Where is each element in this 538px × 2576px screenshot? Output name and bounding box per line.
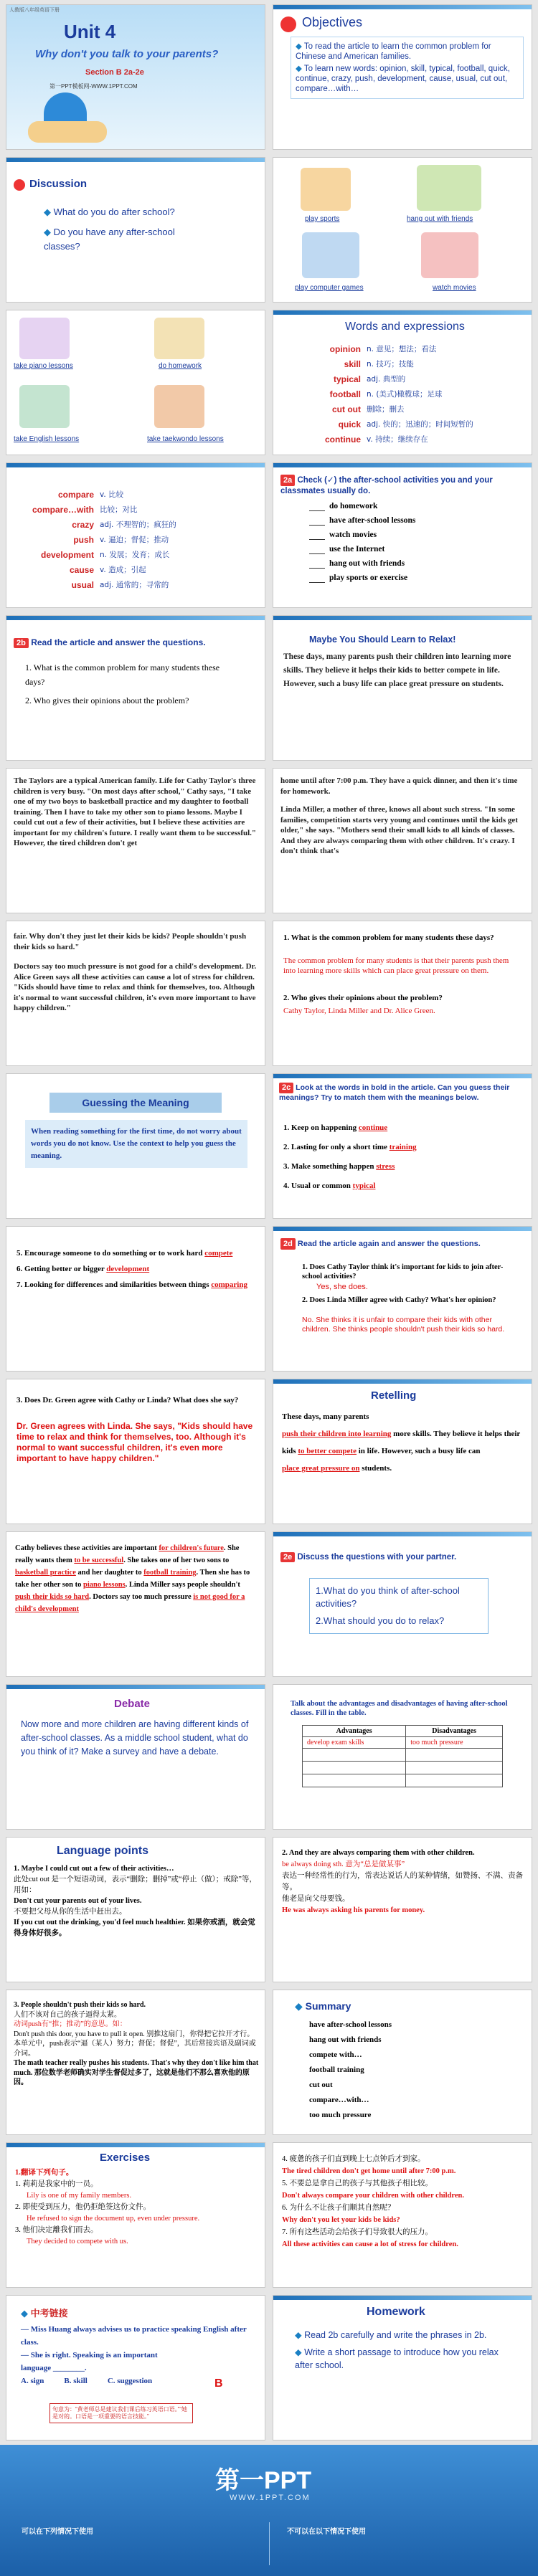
slide-article-3[interactable] bbox=[6, 921, 265, 1066]
word-term: quick bbox=[338, 419, 361, 429]
point-line: 3. People shouldn't push their kids so hard. bbox=[14, 2001, 146, 2009]
exercise-answer: They decided to compete with us. bbox=[27, 2238, 128, 2245]
slide-heading: Exercises bbox=[100, 2152, 151, 2164]
slide-article-1[interactable] bbox=[6, 768, 265, 913]
caption-play-sports: play sports bbox=[305, 215, 340, 223]
word-row bbox=[280, 432, 528, 447]
slide-2c-cont[interactable] bbox=[6, 1226, 265, 1372]
task-number: 2d bbox=[280, 1238, 296, 1250]
slide-article-2[interactable] bbox=[273, 768, 532, 913]
word-row bbox=[14, 548, 261, 563]
word-row bbox=[280, 372, 528, 387]
word-list bbox=[280, 342, 528, 447]
slide-2c[interactable] bbox=[273, 1073, 532, 1219]
slide-2d[interactable] bbox=[273, 1226, 532, 1372]
slide-lessons-words[interactable] bbox=[6, 310, 265, 455]
exercise-answer: Lily is one of my family members. bbox=[27, 2192, 132, 2200]
word-term: development bbox=[40, 550, 94, 560]
top-bar bbox=[273, 1532, 532, 1536]
table-cell bbox=[406, 1774, 503, 1787]
task-number: 2b bbox=[14, 638, 29, 648]
top-bar bbox=[6, 463, 265, 467]
word-term: typical bbox=[333, 374, 361, 384]
exercise-item: 7. 所有这些活动会给孩子们导致很大的压力。 bbox=[282, 2228, 433, 2236]
taekwondo-image bbox=[154, 385, 204, 428]
question-3: 3. Does Dr. Green agree with Cathy or Linda? What does she say? bbox=[16, 1396, 239, 1405]
slide-heading: ◆ 中考链接 bbox=[21, 2308, 68, 2319]
summary-item: have after-school lessons bbox=[309, 2020, 392, 2029]
word-row bbox=[14, 533, 261, 548]
slide-heading: Objectives bbox=[302, 15, 363, 29]
exercise-item: 2. 即使受到压力，他仍拒绝签这份文件。 bbox=[15, 2203, 151, 2211]
word-definition: v. 逼迫；督促；推动 bbox=[100, 536, 169, 544]
exercise-item: 3. 他们决定離我们而去。 bbox=[15, 2226, 98, 2234]
footer-url[interactable]: WWW.1PPT.COM bbox=[230, 2494, 311, 2502]
word-row bbox=[280, 402, 528, 417]
question-2: ◆ Do you have any after-school classes? bbox=[44, 227, 175, 252]
points-text bbox=[282, 1848, 526, 1916]
footer-usage-allowed: 可以在下列情况下使用 bbox=[22, 2528, 93, 2536]
summary-item: football training bbox=[309, 2066, 364, 2074]
slide-2b[interactable] bbox=[6, 615, 265, 761]
checklist-item[interactable] bbox=[309, 542, 489, 556]
sports-image bbox=[301, 168, 351, 211]
word-term: compare…with bbox=[32, 505, 94, 515]
objective-1: ◆ To read the article to learn the common problem for Chinese and American families. bbox=[296, 42, 491, 61]
option-a[interactable]: A. sign bbox=[21, 2377, 44, 2385]
retelling-text: Cathy believes these activities are important for children's future. She really wants them to be successful. She takes one of her two sons to basketball practice and her daughter to football training. Then she has to take her other son to piano lessons. Linda Miller says people shouldn't push their kids so hard. Doctors say too much pressure is not good for a child's development bbox=[15, 1544, 250, 1613]
checklist-item[interactable] bbox=[309, 571, 489, 585]
exercise-answer: The tired children don't get home until after 7:00 p.m. bbox=[282, 2167, 456, 2175]
points-text bbox=[14, 2000, 259, 2088]
option-c[interactable]: C. suggestion bbox=[107, 2377, 153, 2385]
word-definition: v. 持续；继续存在 bbox=[367, 435, 428, 444]
word-term: continue bbox=[325, 434, 361, 445]
caption-hang-out: hang out with friends bbox=[407, 215, 473, 223]
point-line: If you cut out the drinking, you'd feel much healthier. 如果你戒酒，就会觉得身体好很多。 bbox=[14, 1919, 255, 1937]
summary-item: cut out bbox=[309, 2081, 333, 2089]
task-number: 2a bbox=[280, 475, 295, 486]
point-line: 1. Maybe I could cut out a few of their activities… bbox=[14, 1865, 174, 1873]
checklist-label: do homework bbox=[329, 502, 378, 510]
checklist bbox=[309, 499, 489, 585]
bullet-icon bbox=[14, 179, 25, 191]
question-1: 1. What is the common problem for many students these days? bbox=[25, 662, 220, 687]
word-row bbox=[280, 342, 528, 357]
slide-objectives[interactable] bbox=[273, 4, 532, 150]
word-definition: v. 比较 bbox=[100, 490, 124, 499]
exercise-answer: Don't always compare your children with other children. bbox=[282, 2192, 464, 2200]
word-term: cause bbox=[69, 565, 94, 575]
question-2: 2. Who gives their opinions about the problem? bbox=[25, 695, 189, 705]
word-definition: adj. 典型的 bbox=[367, 375, 406, 384]
checklist-label: use the Internet bbox=[329, 545, 385, 553]
question-1: 1.What do you think of after-school activities? bbox=[316, 1585, 460, 1609]
point-line: 此处cut out 是一个短语动词，表示“删除；删掉”或“停止（做）；戒除”等，用如： bbox=[14, 1876, 257, 1894]
word-row bbox=[280, 357, 528, 372]
slide-exam-link[interactable] bbox=[6, 2295, 265, 2440]
retelling-text: These days, many parents push their children into learning more skills. They believe it helps their kids to better compete in life. However, such a busy life can place great pressure on students. bbox=[282, 1412, 521, 1473]
slide-exercises-2[interactable] bbox=[273, 2142, 532, 2288]
instruction: 2b Read the article and answer the questions. bbox=[14, 637, 258, 648]
top-bar bbox=[273, 616, 532, 620]
question-2: 2. Does Linda Miller agree with Cathy? What's her opinion? bbox=[302, 1296, 496, 1304]
points-text bbox=[14, 1863, 259, 1939]
slide-debate[interactable] bbox=[6, 1684, 265, 1830]
exercise-answer: He refused to sign the document up, even under pressure. bbox=[27, 2215, 200, 2223]
slide-language-points-3[interactable] bbox=[6, 1990, 265, 2135]
homework-image bbox=[154, 318, 204, 359]
template-tag: 第一PPT模板网-WWW.1PPT.COM bbox=[49, 83, 138, 90]
word-term: football bbox=[329, 389, 361, 399]
caption-homework: do homework bbox=[159, 362, 202, 370]
word-row bbox=[280, 417, 528, 432]
table-cell bbox=[303, 1749, 406, 1762]
kids-illustration bbox=[28, 121, 107, 143]
homework-item-2: ◆ Write a short passage to introduce how you relax after school. bbox=[295, 2347, 499, 2370]
unit-title: Unit 4 bbox=[64, 21, 116, 42]
summary-item: compare…with… bbox=[309, 2096, 369, 2104]
exercise-answer: All these activities can cause a lot of stress for children. bbox=[282, 2240, 458, 2248]
slide-2d-cont[interactable] bbox=[6, 1379, 265, 1524]
question-1: 1. Does Cathy Taylor think it's important for kids to join after-school activities? bbox=[302, 1263, 504, 1280]
word-row bbox=[14, 503, 261, 518]
point-line: Don't push this door, you have to pull it open. 别推这扇门，你得把它拉开才行。 bbox=[14, 2030, 255, 2038]
slide-heading: Retelling bbox=[371, 1389, 417, 1402]
brand-tag: 人教版八年级英语下册 bbox=[9, 8, 60, 13]
slide-2b-answers[interactable] bbox=[273, 921, 532, 1066]
summary-item: too much pressure bbox=[309, 2111, 372, 2119]
checkbox[interactable] bbox=[309, 531, 325, 540]
slide-language-points-1[interactable] bbox=[6, 1837, 265, 1982]
point-line: be always doing sth. 意为“总是做某事” bbox=[282, 1860, 405, 1868]
match-list bbox=[283, 1118, 520, 1196]
checklist-label: have after-school lessons bbox=[329, 516, 416, 525]
caption-movies: watch movies bbox=[433, 284, 476, 292]
match-item-3: 3. Make something happen stress bbox=[283, 1162, 395, 1171]
slide-heading: Guessing the Meaning bbox=[49, 1093, 222, 1113]
top-bar bbox=[273, 1074, 532, 1078]
slide-guessing[interactable] bbox=[6, 1073, 265, 1219]
checkbox[interactable] bbox=[309, 516, 325, 526]
pros-cons-table bbox=[302, 1725, 503, 1787]
word-definition: n. 技巧；技能 bbox=[367, 360, 414, 369]
slide-heading: Homework bbox=[367, 2306, 425, 2318]
slide-heading: ◆ Summary bbox=[295, 2000, 351, 2012]
slide-words-1[interactable] bbox=[273, 310, 532, 455]
top-bar bbox=[273, 1379, 532, 1384]
checkbox[interactable] bbox=[309, 502, 325, 511]
table-cell bbox=[303, 1774, 406, 1787]
point-line: 他老是向父母要钱。 bbox=[282, 1895, 350, 1903]
word-list bbox=[14, 488, 261, 593]
table-cell bbox=[303, 1762, 406, 1774]
caption-taekwondo: take taekwondo lessons bbox=[147, 435, 224, 443]
checklist-label: play sports or exercise bbox=[329, 574, 408, 582]
word-definition: n. 发展；发育；成长 bbox=[100, 551, 170, 559]
top-bar bbox=[273, 310, 532, 315]
homework-item-1: ◆ Read 2b carefully and write the phrases in 2b. bbox=[295, 2330, 487, 2340]
task-number: 2e bbox=[280, 1552, 295, 1562]
footer-logo: 第一PPT bbox=[215, 2467, 312, 2494]
question-1: ◆ What do you do after school? bbox=[44, 206, 175, 217]
table-intro: Talk about the advantages and disadvantages of having after-school classes. Fill in the table. bbox=[291, 1700, 508, 1717]
word-term: skill bbox=[344, 359, 361, 369]
point-line: 表达一种经常性的行为，常表达说话人的某种情绪，如赞扬、不满、责备等。 bbox=[282, 1872, 523, 1891]
exercise-item: 6. 为什么不让孩子们顺其自然呢？ bbox=[282, 2204, 395, 2212]
slide-article-title[interactable] bbox=[273, 615, 532, 761]
checklist-label: hang out with friends bbox=[329, 559, 405, 568]
exercise-item: 5. 不要总是拿自己的孩子与其他孩子相比较。 bbox=[282, 2180, 433, 2187]
exercise-list bbox=[15, 2167, 259, 2248]
slide-language-points-2[interactable] bbox=[273, 1837, 532, 1982]
slide-2a[interactable] bbox=[273, 462, 532, 608]
checklist-item[interactable] bbox=[309, 499, 489, 513]
slide-heading: Debate bbox=[114, 1698, 151, 1710]
caption-computer-games: play computer games bbox=[295, 284, 364, 292]
caption-piano: take piano lessons bbox=[14, 362, 73, 370]
question-2: 2.What should you do to relax? bbox=[316, 1615, 445, 1626]
word-definition: 比较；对比 bbox=[100, 505, 138, 514]
objective-2: ◆ To learn new words: opinion, skill, typical, football, quick, continue, crazy, push, development, cause, usual, cut out, compare…with… bbox=[296, 65, 510, 93]
objectives-box bbox=[291, 37, 524, 99]
match-item-7: 7. Looking for differences and similarities between things comparing bbox=[16, 1280, 247, 1289]
umbrella-illustration bbox=[44, 92, 87, 121]
slide-homework[interactable] bbox=[273, 2295, 532, 2440]
top-bar bbox=[273, 463, 532, 467]
bullet-icon bbox=[280, 16, 296, 32]
option-b[interactable]: B. skill bbox=[64, 2377, 88, 2385]
word-definition: adj. 不理智的；疯狂的 bbox=[100, 521, 176, 529]
footer-divider bbox=[269, 2522, 270, 2565]
lesson-title: Why don't you talk to your parents? bbox=[35, 48, 219, 60]
checklist-label: watch movies bbox=[329, 531, 377, 539]
match-item-2: 2. Lasting for only a short time training bbox=[283, 1143, 417, 1151]
table-cell bbox=[406, 1749, 503, 1762]
word-term: usual bbox=[71, 580, 94, 590]
word-definition: v. 造成；引起 bbox=[100, 566, 146, 574]
point-line: 动词push有“推；推动”的意思。如： bbox=[14, 2020, 127, 2028]
section-label: Section B 2a-2e bbox=[85, 68, 144, 77]
word-term: cut out bbox=[332, 404, 361, 414]
word-term: crazy bbox=[72, 520, 94, 530]
exercise-item: 1. 莉莉是我家中的一员。 bbox=[15, 2180, 98, 2188]
exercise-item: 4. 疲惫的孩子们直到晚上七点钟后才到家。 bbox=[282, 2155, 425, 2163]
answer-2: Cathy Taylor, Linda Miller and Dr. Alice Green. bbox=[283, 1007, 435, 1015]
piano-image bbox=[19, 318, 70, 359]
task-number: 2c bbox=[279, 1083, 293, 1093]
slide-heading: Words and expressions bbox=[345, 320, 465, 333]
checkbox[interactable] bbox=[309, 545, 325, 554]
point-line: 2. And they are always comparing them with other children. bbox=[282, 1849, 475, 1857]
word-definition: n. (美式)橄榄球；足球 bbox=[367, 390, 443, 399]
instruction: 2d Read the article again and answer the questions. bbox=[280, 1238, 517, 1250]
caption-english: take English lessons bbox=[14, 435, 80, 443]
table-header: Disadvantages bbox=[406, 1726, 503, 1737]
slide-heading: Language points bbox=[57, 1845, 148, 1857]
computer-games-image bbox=[302, 232, 359, 278]
table-cell bbox=[406, 1762, 503, 1774]
question-1: 1. What is the common problem for many students these days? bbox=[283, 933, 494, 942]
point-line: He was always asking his parents for money. bbox=[282, 1906, 425, 1914]
article-paragraph-1: home until after 7:00 p.m. They have a quick dinner, and then it's time for homework. bbox=[280, 776, 518, 796]
word-row bbox=[14, 518, 261, 533]
table-cell: develop exam skills bbox=[303, 1737, 406, 1749]
word-definition: adj. 快的；迅速的；时间短暂的 bbox=[367, 420, 473, 429]
slide-retelling[interactable] bbox=[273, 1379, 532, 1524]
word-row bbox=[14, 488, 261, 503]
match-item-4: 4. Usual or common typical bbox=[283, 1182, 376, 1190]
friends-image bbox=[417, 165, 481, 211]
slide-activities[interactable] bbox=[273, 157, 532, 303]
instruction: 2c Look at the words in bold in the article. Can you guess their meanings? Try to match them with the meanings below. bbox=[279, 1083, 510, 1102]
match-item-5: 5. Encourage someone to do something or to work hard compete bbox=[16, 1249, 233, 1258]
article-intro: These days, many parents push their children into learning more skills. They believe it helps their kids to better compete in life. However, such a busy life can place great pressure on students. bbox=[283, 652, 511, 688]
top-bar bbox=[273, 2296, 532, 2300]
footer-usage-disallowed: 不可以在以下情况下使用 bbox=[287, 2528, 366, 2536]
article-paragraph-2: Linda Miller, a mother of three, knows all about such stress. "In some families, competition starts very young and continues until the kids get older," she says. "Mothers send their small kids to all kinds of classes. And they are always comparing them with other children. It's crazy. I don't think that's bbox=[280, 805, 518, 855]
footer-banner bbox=[0, 2445, 538, 2576]
answer-1: Yes, she does. bbox=[316, 1283, 368, 1291]
answer-3: Dr. Green agrees with Linda. She says, "Kids should have time to relax and think for themselves, too. Although it's normal to want successful children, it's even more important to have happy children." bbox=[16, 1421, 253, 1463]
word-definition: 删除；删去 bbox=[367, 405, 405, 414]
instruction: 2a Check (✓) the after-school activities you and your classmates usually do. bbox=[280, 476, 493, 495]
debate-text: Now more and more children are having different kinds of after-school classes. As a middle school student, what do you think of it? Make a survey and have a debate. bbox=[21, 1719, 249, 1757]
discussion-box bbox=[309, 1578, 489, 1634]
word-definition: n. 意见；想法；看法 bbox=[367, 345, 437, 353]
exercise-list bbox=[282, 2153, 526, 2251]
word-row bbox=[14, 578, 261, 593]
top-bar bbox=[273, 1227, 532, 1231]
word-term: push bbox=[73, 535, 94, 545]
article-title: Maybe You Should Learn to Relax! bbox=[309, 635, 456, 645]
dialog-line: — She is right. Speaking is an important bbox=[21, 2351, 158, 2359]
slide-retelling-2[interactable] bbox=[6, 1531, 265, 1677]
exercise-answer: Why don't you let your kids be kids? bbox=[282, 2216, 400, 2224]
question-2: 2. Who gives their opinions about the problem? bbox=[283, 994, 443, 1002]
slide-discussion[interactable] bbox=[6, 157, 265, 303]
slide-exercises[interactable] bbox=[6, 2142, 265, 2288]
checklist-item[interactable] bbox=[309, 556, 489, 571]
article-paragraph-1: fair. Why don't they just let their kids be kids? People shouldn't push their kids so hard." bbox=[14, 932, 247, 951]
table-header: Advantages bbox=[303, 1726, 406, 1737]
word-term: compare bbox=[57, 490, 94, 500]
point-line: 不要把父母从你的生活中赶出去。 bbox=[14, 1908, 127, 1916]
checklist-item[interactable] bbox=[309, 528, 489, 542]
point-line: Don't cut your parents out of your lives. bbox=[14, 1897, 142, 1905]
article-paragraph: The Taylors are a typical American family. Life for Cathy Taylor's three children is very busy. "On most days after school," Cathy says, "I take one of my two boys to basketball practice and my daughter to football training. Then I have to take my other son to piano lessons. Maybe I could cut out a few of their activities, but I believe these activities are important for my children's future. I really want them to be successful." However, the tired children don't get bbox=[14, 776, 257, 847]
slide-words-2[interactable] bbox=[6, 462, 265, 608]
checkbox[interactable] bbox=[309, 559, 325, 569]
correct-answer: B bbox=[214, 2377, 223, 2390]
summary-item: hang out with friends bbox=[309, 2035, 382, 2044]
tip-box: When reading something for the first time, do not worry about words you do not know. Use the context to help you guess the meaning. bbox=[25, 1120, 247, 1168]
instruction: 2e Discuss the questions with your partner. bbox=[280, 1552, 524, 1562]
slide-title[interactable] bbox=[6, 4, 265, 150]
english-lessons-image bbox=[19, 385, 70, 428]
slide-table[interactable] bbox=[273, 1684, 532, 1830]
article-paragraph-2: Doctors say too much pressure is not good for a child's development. Dr. Alice Green says all these activities can cause a lot of stress for children. "Kids should have time to relax and think for themselves, too. Although it's normal to want successful children, it's even more important to have happy children." bbox=[14, 962, 257, 1012]
point-line: The math teacher really pushes his students. That's why they don't like him that much. 那位数学老师确实对学生督促过多了，这就是他们不那么喜欢他的原因。 bbox=[14, 2059, 259, 2086]
movies-image bbox=[421, 232, 478, 278]
slide-summary[interactable] bbox=[273, 1990, 532, 2135]
answer-2: No. She thinks it is unfair to compare their kids with other children. She thinks people shouldn't push their kids so hard. bbox=[302, 1316, 505, 1334]
top-bar bbox=[6, 158, 265, 162]
top-bar bbox=[273, 5, 532, 9]
checkbox[interactable] bbox=[309, 574, 325, 583]
top-bar bbox=[6, 616, 265, 620]
word-row bbox=[14, 563, 261, 578]
homework-list bbox=[295, 2329, 510, 2372]
point-line: 本单元中，push表示“逼（某人）努力；督促；督促”，其后常接宾语及副词或介词。 bbox=[14, 2040, 256, 2058]
point-line: 人们不该对自己的孩子逼得太紧。 bbox=[14, 2010, 121, 2019]
top-bar bbox=[6, 2143, 265, 2147]
match-item-1: 1. Keep on happening continue bbox=[283, 1123, 388, 1132]
word-term: opinion bbox=[329, 344, 361, 354]
summary-list bbox=[309, 2017, 496, 2123]
answer-1: The common problem for many students is that their parents push them into learning more skills which can place great pressure on them. bbox=[283, 956, 509, 975]
dialog-line: language ________. bbox=[21, 2364, 87, 2372]
word-definition: adj. 通常的；寻常的 bbox=[100, 581, 169, 589]
match-list bbox=[16, 1245, 253, 1293]
dialog-line: — Miss Huang always advises us to practice speaking English after class. bbox=[21, 2325, 247, 2347]
word-row bbox=[280, 387, 528, 402]
checklist-item[interactable] bbox=[309, 513, 489, 528]
summary-item: compete with… bbox=[309, 2050, 362, 2059]
slide-2e[interactable] bbox=[273, 1531, 532, 1677]
exercise-subheading: 1.翻译下列句子。 bbox=[15, 2169, 74, 2177]
table-cell: too much pressure bbox=[406, 1737, 503, 1749]
slide-heading: Discussion bbox=[29, 178, 88, 190]
match-item-6: 6. Getting better or bigger development bbox=[16, 1265, 150, 1273]
explanation-box: 句意为：“黄老师总是建议我们课后练习英语口语。”“她是对的。口语是一项重要的语言技能。” bbox=[49, 2403, 193, 2423]
top-bar bbox=[6, 1685, 265, 1689]
